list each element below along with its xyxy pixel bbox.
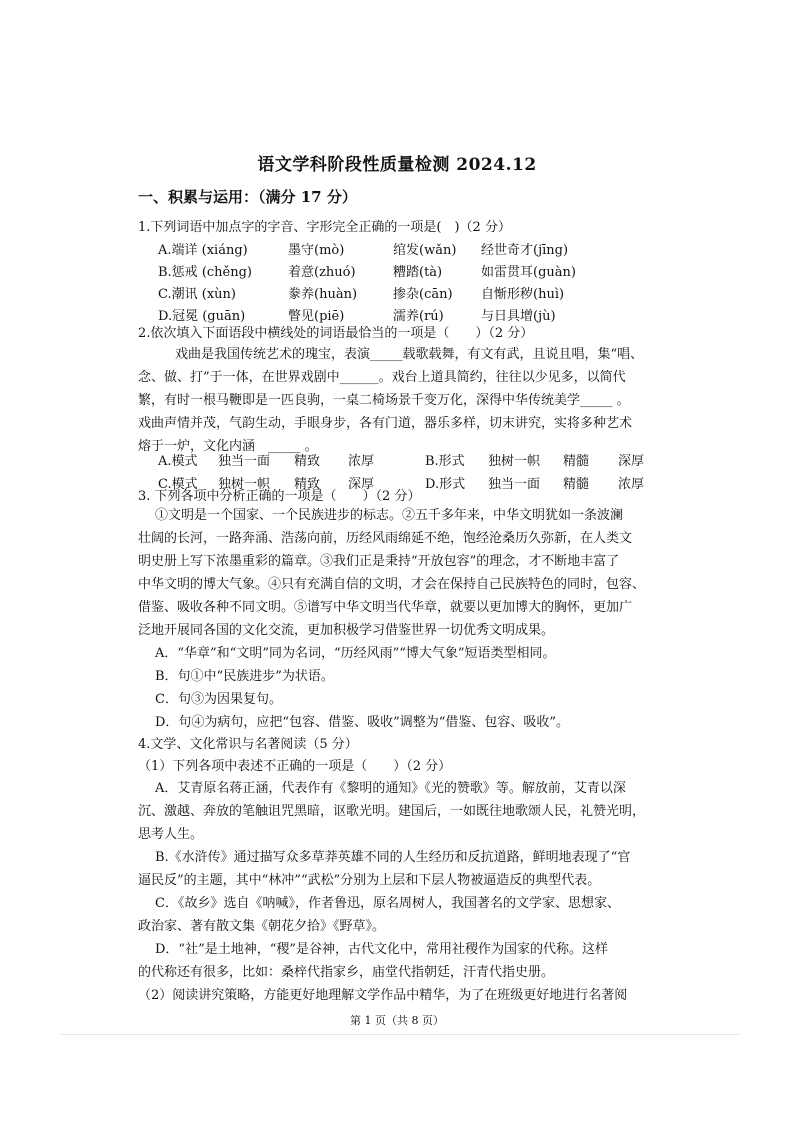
passage-line: 念、做、打”于一体，在世界戏剧中______。戏台上道具简约，往往以少见多，以简代: [138, 370, 626, 385]
passage-line: 逼民反”的主题，其中“林冲”“武松”分别为上层和下层人物被逼造反的典型代表。: [138, 873, 601, 888]
option-cell: C.潮讯 (xùn): [158, 287, 236, 302]
option-cell: 豢养(huàn): [288, 287, 358, 302]
page-title: 语文学科阶段性质量检测 2024.12: [257, 155, 537, 175]
passage-line: 戏曲声情并茂，气韵生动，手眼身步，各有门道，器乐多样，切末讲究，实将多种艺术: [138, 416, 633, 431]
option-cell: 独当一面: [488, 477, 541, 492]
option-cell: 独树一帜: [488, 454, 541, 469]
passage-line: 沉、激越、奔放的笔触诅咒黑暗，讴歌光明。建国后，一如既往地歌颂人民，礼赞光明，: [138, 804, 646, 819]
passage-line: C．《故乡》选自《呐喊》，作者鲁迅，原名周树人，我国著名的文学家、思想家、: [155, 896, 620, 911]
option-cell: 浓厚: [348, 454, 375, 469]
passage-line: ①文明是一个国家、一个民族进步的标志。②五千多年来，中华文明犹如一条波澜: [155, 508, 624, 523]
passage-line: 思考人生。: [138, 827, 204, 842]
passage-line: 熔于一炉，文化内涵 _____ 。: [138, 439, 318, 454]
question-2-stem: 2.依次填入下面语段中横线处的词语最恰当的一项是（ ）（2 分）: [138, 326, 534, 341]
passage-line: B.《水浒传》通过描写众多草莽英雄不同的人生经历和反抗道路，鲜明地表现了“官: [155, 850, 631, 865]
option-cell: B.惩戒 (chěng): [158, 265, 253, 280]
option-cell: 独当一面: [218, 454, 271, 469]
page-footer: 第 1 页（共 8 页）: [350, 1014, 444, 1027]
option-cell: 深厚: [348, 477, 375, 492]
passage-line: D．“社”是土地神，“稷”是谷神，古代文化中，常用社稷作为国家的代称。这样: [155, 942, 609, 957]
passage-line: 泛地开展同各国的文化交流，更加积极学习借鉴世界一切优秀文明成果。: [138, 623, 555, 638]
option-cell: 自惭形秽(huì): [481, 287, 565, 302]
question-4-sub2: （2）阅读讲究策略，方能更好地理解文学作品中精华，为了在班级更好地进行名著阅: [138, 988, 628, 1003]
option-cell: 着意(zhuó): [288, 265, 356, 280]
question-4-stem: 4.文学、文化常识与名著阅读（5 分）: [138, 737, 358, 752]
passage-line: 政治家、著有散文集《朝花夕拾》《野草》。: [138, 919, 386, 934]
option-cell: D.冠冕 (guān): [158, 309, 246, 324]
option-cell: C.模式: [158, 477, 198, 492]
option-cell: 瞥见(piē): [288, 309, 345, 324]
section-heading: 一、积累与运用：（满分 17 分）: [138, 188, 357, 206]
option-line: B．句①中“民族进步”为状语。: [155, 669, 334, 684]
option-cell: 掺杂(cān): [393, 287, 453, 302]
option-cell: 濡养(rú): [393, 309, 444, 324]
question-1-stem: 1.下列词语中加点字的字音、字形完全正确的一项是( )（2 分）: [138, 220, 511, 235]
option-line: A．“华章”和“文明”同为名词，“历经风雨”“博大气象”短语类型相同。: [155, 646, 556, 661]
option-cell: A.端详 (xiáng): [158, 243, 248, 258]
footer-divider: [60, 1034, 740, 1035]
option-cell: 与日具增(jù): [481, 309, 556, 324]
passage-line: 壮阔的长河，一路奔涌、浩荡向前，历经风雨绵延不绝，饱经沧桑历久弥新，在人类文: [138, 531, 633, 546]
option-cell: 深厚: [618, 454, 645, 469]
question-4-sub1: （1）下列各项中表述不正确的一项是（ ）（2 分）: [138, 759, 452, 774]
option-cell: 独树一帜: [218, 477, 271, 492]
option-cell: 精致: [294, 454, 321, 469]
passage-line: 借鉴、吸收各种不同文明。⑤谱写中华文明当代华章，就要以更加博大的胸怀，更加广: [138, 600, 633, 615]
question-3-stem: 3. 下列各项中分析正确的一项是（ ）（2 分）: [138, 489, 421, 504]
passage-line: 戏曲是我国传统艺术的瑰宝，表演_____载歌载舞，有文有武，且说且唱，集“唱、: [175, 347, 644, 362]
option-cell: 如雷贯耳(guàn): [481, 265, 576, 280]
passage-line: 明史册上写下浓墨重彩的篇章。③我们正是秉持“开放包容”的理念，才不断地丰富了: [138, 554, 620, 569]
passage-line: 繁，有时一根马鞭即是一匹良驹，一桌二椅场景千变万化，深得中华传统美学_____ 。: [138, 393, 630, 408]
option-cell: 浓厚: [618, 477, 645, 492]
option-cell: 糟踏(tà): [393, 265, 443, 280]
passage-line: 中华文明的博大气象。④只有充满自信的文明，才会在保持自己民族特色的同时，包容、: [138, 577, 646, 592]
option-cell: D.形式: [425, 477, 466, 492]
option-cell: B.形式: [425, 454, 465, 469]
option-cell: 精髓: [563, 477, 590, 492]
option-cell: 绾发(wǎn): [393, 243, 457, 258]
option-line: D．句④为病句，应把“包容、借鉴、吸收”调整为“借鉴、包容、吸收”。: [155, 715, 570, 730]
option-cell: A.模式: [158, 454, 198, 469]
option-cell: 经世奇才(jīng): [481, 243, 569, 258]
option-cell: 精致: [294, 477, 321, 492]
option-line: C．句③为因果复句。: [155, 692, 282, 707]
passage-line: 的代称还有很多，比如：桑梓代指家乡，庙堂代指朝廷，汗青代指史册。: [138, 965, 555, 980]
option-cell: 墨守(mò): [288, 243, 345, 258]
option-cell: 精髓: [563, 454, 590, 469]
passage-line: A．艾青原名蒋正涵，代表作有《黎明的通知》《光的赞歌》等。解放前，艾青以深: [155, 781, 626, 796]
